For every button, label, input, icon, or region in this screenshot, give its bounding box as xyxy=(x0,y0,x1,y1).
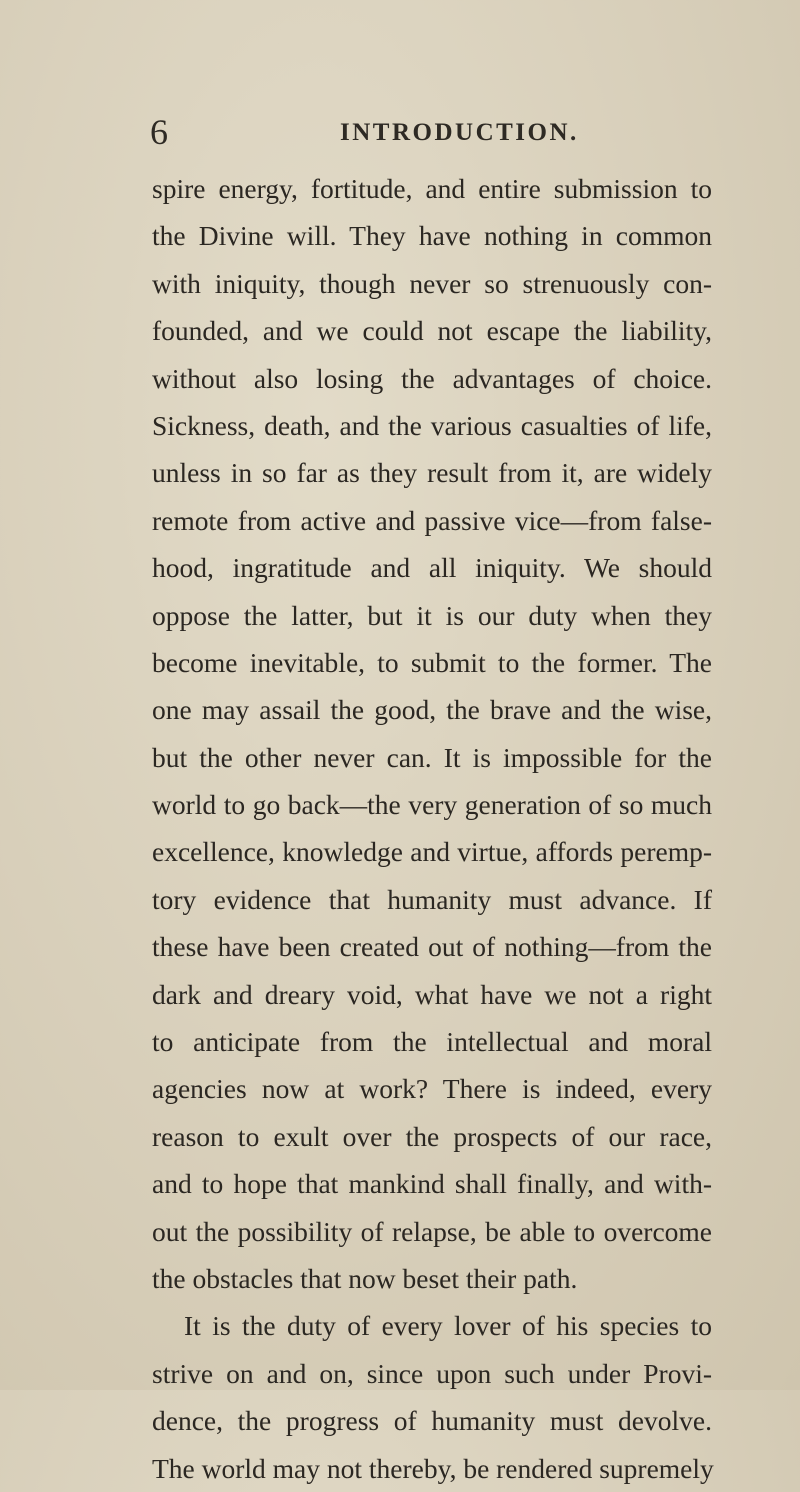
text-line: and to hope that mankind shall finally, and with- xyxy=(152,1168,712,1200)
text-line: world to go back—the very generation of so much xyxy=(152,789,712,821)
running-title: INTRODUCTION. xyxy=(340,119,579,146)
text-line: oppose the latter, but it is our duty when they xyxy=(152,599,712,631)
text-line: without also losing the advantages of choice. xyxy=(152,362,712,394)
text-line: the obstacles that now beset their path. xyxy=(152,1262,578,1294)
paragraph-1 xyxy=(152,165,712,1302)
paragraph-2 xyxy=(152,1302,712,1492)
text-line: become inevitable, to submit to the former. The xyxy=(152,646,712,678)
text-line: tory evidence that humanity must advance. If xyxy=(152,883,712,915)
running-head xyxy=(150,112,770,152)
text-line: unless in so far as they result from it, are widely xyxy=(152,457,712,489)
text-line: founded, and we could not escape the liability, xyxy=(152,315,712,347)
text-line: the Divine will. They have nothing in common xyxy=(152,220,712,252)
text-line: but the other never can. It is impossible for the xyxy=(152,741,712,773)
text-line: strive on and on, since upon such under Provi- xyxy=(152,1357,712,1389)
body-text xyxy=(152,165,712,1492)
text-line: remote from active and passive vice—from false- xyxy=(152,504,712,536)
text-line: agencies now at work? There is indeed, every xyxy=(152,1073,712,1105)
text-line: spire energy, fortitude, and entire submission to xyxy=(152,173,712,204)
text-line: It is the duty of every lover of his species to xyxy=(184,1310,712,1342)
text-line: with iniquity, though never so strenuously con- xyxy=(152,267,712,299)
page-number: 6 xyxy=(150,112,168,152)
text-line: excellence, knowledge and virtue, affords peremp- xyxy=(152,836,712,868)
text-line: hood, ingratitude and all iniquity. We should xyxy=(152,552,712,584)
text-line: one may assail the good, the brave and the wise, xyxy=(152,694,712,726)
text-line: out the possibility of relapse, be able to overcome xyxy=(152,1215,712,1247)
text-line: Sickness, death, and the various casualties of life, xyxy=(152,409,712,441)
text-line: The world may not thereby, be rendered supremely xyxy=(152,1452,714,1484)
text-line: these have been created out of nothing—from the xyxy=(152,931,712,963)
text-line: reason to exult over the prospects of our race, xyxy=(152,1120,712,1152)
text-line: dark and dreary void, what have we not a right xyxy=(152,978,712,1010)
text-line: to anticipate from the intellectual and moral xyxy=(152,1026,712,1058)
text-line: dence, the progress of humanity must devolve. xyxy=(152,1405,712,1437)
